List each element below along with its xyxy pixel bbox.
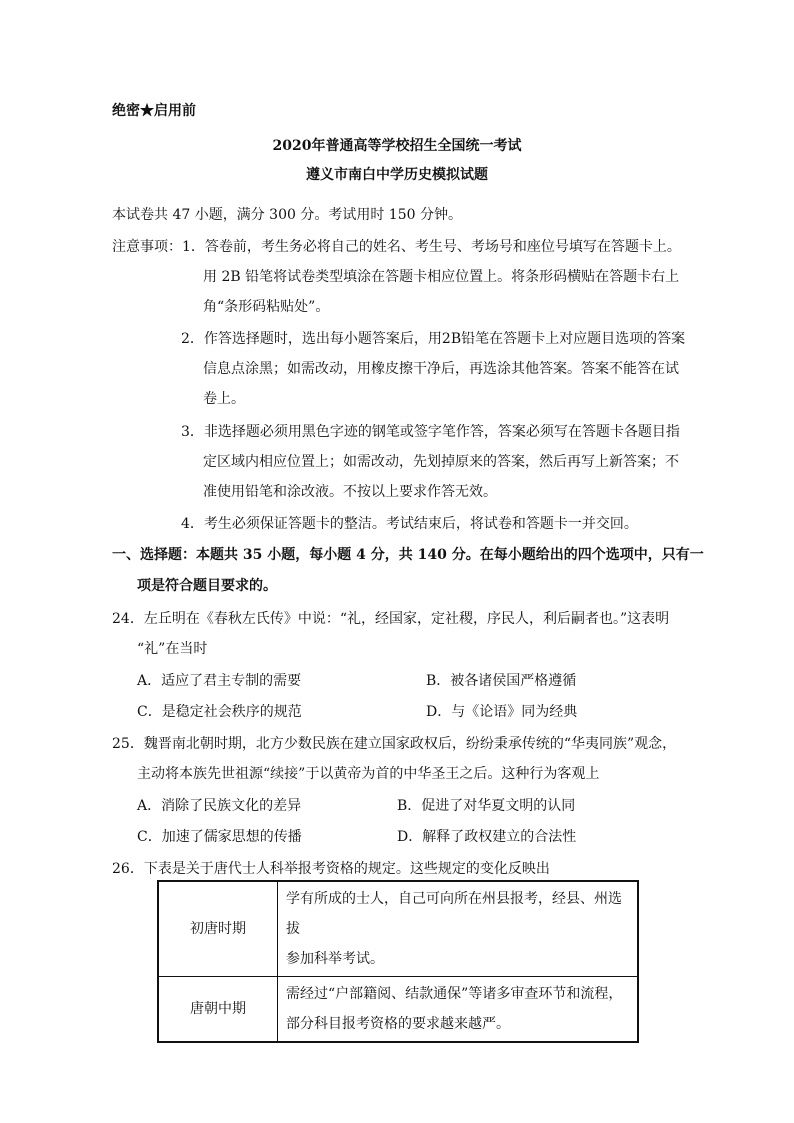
- question-25-option-d: D．解释了政权建立的合法性: [397, 829, 577, 845]
- question-25-option-c: C．加速了儒家思想的传播: [137, 829, 302, 845]
- question-25-option-b: B．促进了对华夏文明的认同: [397, 798, 576, 814]
- secret-label: 绝密★启用前: [112, 103, 196, 119]
- notes-item-line: 卷上。: [203, 391, 245, 407]
- notes-item-3: [181, 422, 680, 442]
- table-cell-period: 初唐时期: [158, 881, 278, 977]
- exam-title: 2020年普通高等学校招生全国统一考试: [272, 138, 522, 154]
- notes-item-line: 非选择题必须用黑色字迹的钢笔或签字笔作答，答案必须写在答题卡各题目指: [203, 424, 680, 440]
- question-24-option-b: B．被各诸侯国严格遵循: [426, 673, 577, 689]
- notes-item-number: 4．: [181, 516, 204, 532]
- question-24-stem-cont: “礼”在当时: [137, 641, 208, 657]
- table-cell-line: 学有所成的士人，自己可向所在州县报考，经县、州选拔: [286, 891, 622, 937]
- notes-label: 注意事项：: [112, 239, 182, 255]
- question-25-stem-cont: 主动将本族先世祖源“续接”于以黄帝为首的中华圣王之后。这种行为客观上: [137, 766, 600, 782]
- table-cell-line: 参加科举考试。: [286, 951, 384, 967]
- notes-item-line: 考生必须保证答题卡的整洁。考试结束后，将试卷和答题卡一并交回。: [203, 516, 638, 532]
- section-heading-cont: 项是符合题目要求的。: [137, 578, 277, 594]
- table-cell-line: 部分科目报考资格的要求越来越严。: [286, 1016, 510, 1032]
- question-26-stem: 26．下表是关于唐代士人科举报考资格的规定。这些规定的变化反映出: [112, 861, 550, 877]
- question-24-option-c: C．是稳定社会秩序的规范: [137, 704, 302, 720]
- notes-item-number: 1．: [182, 239, 205, 255]
- notes-item-number: 3．: [181, 424, 204, 440]
- notes-item-line: 答卷前，考生务必将自己的姓名、考生号、考场号和座位号填写在答题卡上。: [204, 239, 681, 255]
- notes-item-line: 准使用铅笔和涂改液。不按以上要求作答无效。: [203, 484, 497, 500]
- table-row: [158, 977, 638, 1043]
- notes-item-line: 角“条形码粘贴处”。: [203, 299, 330, 315]
- question-25-stem: 25．魏晋南北朝时期，北方少数民族在建立国家政权后，纷纷秉承传统的“华夷同族”观念，: [112, 736, 677, 752]
- question-25-option-a: A．消除了民族文化的差异: [137, 798, 302, 814]
- notes-item-2: [181, 329, 685, 349]
- table-cell-content: [278, 977, 639, 1043]
- question-24-stem: 24．左丘明在《春秋左氏传》中说：“礼，经国家，定社稷，序民人，利后嗣者也。”这表明: [112, 611, 670, 627]
- table-cell-content: [278, 881, 639, 977]
- table-row: [158, 881, 638, 977]
- question-24-option-d: D．与《论语》同为经典: [426, 704, 578, 720]
- notes-item-number: 2．: [181, 331, 204, 347]
- intro-text: 本试卷共 47 小题，满分 300 分。考试用时 150 分钟。: [112, 207, 462, 223]
- exam-subtitle: 遵义市南白中学历史模拟试题: [306, 167, 488, 183]
- notes-item-line: 用 2B 铅笔将试卷类型填涂在答题卡相应位置上。将条形码横贴在答题卡右上: [203, 269, 680, 285]
- table-cell-line: 需经过“户部籍阅、结款通保”等诸多审查环节和流程，: [286, 986, 623, 1002]
- question-24-option-a: A．适应了君主专制的需要: [137, 673, 302, 689]
- notes-item-line: 信息点涂黑；如需改动，用橡皮擦干净后，再选涂其他答案。答案不能答在试: [203, 361, 679, 377]
- notes-item-1: [112, 237, 681, 257]
- table-cell-period: 唐朝中期: [158, 977, 278, 1043]
- notes-item-line: 作答选择题时，选出每小题答案后，用2B铅笔在答题卡上对应题目选项的答案: [203, 331, 686, 347]
- notes-item-4: [181, 514, 638, 534]
- question-26-table: [157, 880, 639, 1043]
- section-heading: 一、选择题：本题共 35 小题，每小题 4 分，共 140 分。在每小题给出的四个选项中，只有一: [112, 547, 704, 563]
- notes-item-line: 定区域内相应位置上；如需改动，先划掉原来的答案，然后再写上新答案；不: [203, 454, 679, 470]
